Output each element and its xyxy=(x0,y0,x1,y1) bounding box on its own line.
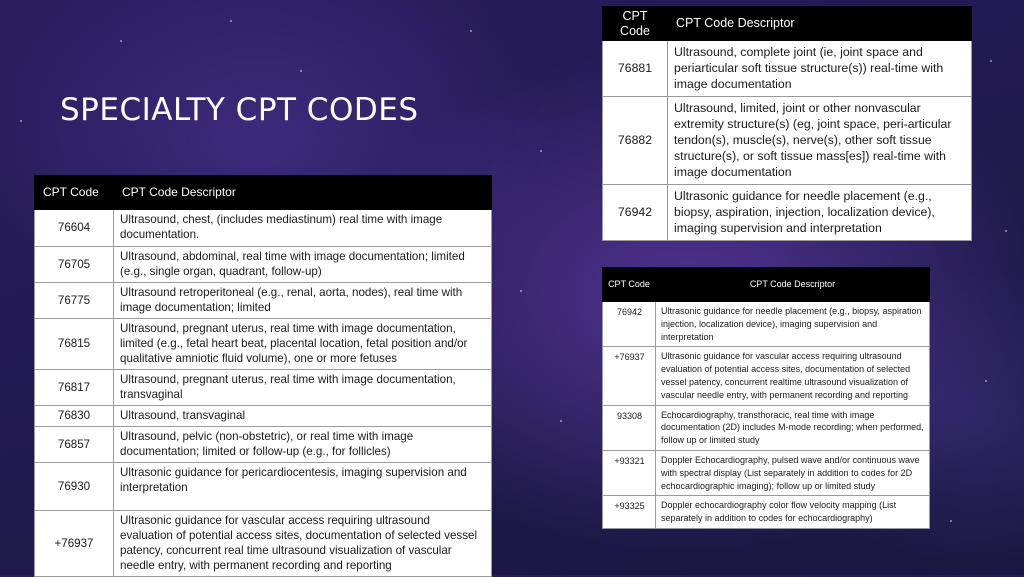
cpt-code-cell: +93325 xyxy=(603,496,656,529)
cpt-code-cell: 76775 xyxy=(35,283,114,319)
cpt-table-top-right xyxy=(602,6,972,241)
table-header-row xyxy=(603,268,930,302)
header-cpt-code: CPT Code xyxy=(603,268,656,302)
cpt-code-cell: 76882 xyxy=(603,97,668,185)
header-cpt-descriptor: CPT Code Descriptor xyxy=(114,176,492,210)
table-row xyxy=(35,370,492,406)
cpt-table-left xyxy=(34,175,492,577)
header-cpt-code: CPT Code xyxy=(35,176,114,210)
table-header-row xyxy=(35,176,492,210)
cpt-descriptor-cell: Ultrasonic guidance for vascular access requiring ultrasound evaluation of potential access sites, documentation of selected vessel patency, concurrent realtime ultrasound visualization of vascular needle entry, with permanent recording and reporting xyxy=(656,347,930,405)
cpt-descriptor-cell: Ultrasonic guidance for pericardiocentesis, imaging supervision and interpretation xyxy=(114,463,492,511)
cpt-code-cell: 76942 xyxy=(603,185,668,241)
table-row xyxy=(603,185,972,241)
cpt-code-cell: +76937 xyxy=(35,511,114,577)
table-row xyxy=(35,247,492,283)
cpt-code-cell: 76815 xyxy=(35,319,114,370)
table-row xyxy=(603,97,972,185)
cpt-descriptor-cell: Doppler Echocardiography, pulsed wave and/or continuous wave with spectral display (List separately in addition to codes for 2D echocardiographic imaging); follow up or limited study xyxy=(656,450,930,495)
cpt-descriptor-cell: Ultrasound, transvaginal xyxy=(114,406,492,427)
cpt-table-bottom-right xyxy=(602,267,930,529)
cpt-code-cell: 76817 xyxy=(35,370,114,406)
cpt-code-cell: 76705 xyxy=(35,247,114,283)
table-row xyxy=(603,496,930,529)
cpt-descriptor-cell: Doppler echocardiography color flow velocity mapping (List separately in addition to codes for echocardiography) xyxy=(656,496,930,529)
cpt-code-cell: +93321 xyxy=(603,450,656,495)
cpt-descriptor-cell: Ultrasound, pregnant uterus, real time with image documentation, limited (e.g., fetal heart beat, placental location, fetal position and/or qualitative amniotic fluid volume), one or more fetuses xyxy=(114,319,492,370)
table-header-row xyxy=(603,7,972,41)
cpt-descriptor-cell: Ultrasound, pregnant uterus, real time with image documentation, transvaginal xyxy=(114,370,492,406)
table-row xyxy=(603,41,972,97)
cpt-descriptor-cell: Echocardiography, transthoracic, real time with image documentation (2D) includes M-mode recording; when performed, follow up or limited study xyxy=(656,405,930,450)
header-cpt-descriptor: CPT Code Descriptor xyxy=(656,268,930,302)
cpt-descriptor-cell: Ultrasound, chest, (includes mediastinum) real time with image documentation. xyxy=(114,210,492,247)
cpt-code-cell: 76604 xyxy=(35,210,114,247)
cpt-descriptor-cell: Ultrasonic guidance for needle placement (e.g., biopsy, aspiration injection, localization device), imaging supervision and interpretation xyxy=(656,302,930,347)
table-row xyxy=(35,511,492,577)
cpt-code-cell: 76942 xyxy=(603,302,656,347)
cpt-descriptor-cell: Ultrasound, complete joint (ie, joint space and periarticular soft tissue structure(s)) real-time with image documentation xyxy=(668,41,972,97)
slide-title: SPECIALTY CPT CODES xyxy=(60,92,419,128)
cpt-code-cell: 76881 xyxy=(603,41,668,97)
table-row xyxy=(35,427,492,463)
table-row xyxy=(603,347,930,405)
cpt-code-cell: 76857 xyxy=(35,427,114,463)
header-cpt-code: CPT Code xyxy=(603,7,668,41)
table-row xyxy=(603,405,930,450)
table-row xyxy=(35,406,492,427)
cpt-descriptor-cell: Ultrasound, pelvic (non-obstetric), or real time with image documentation; limited or follow-up (e.g., for follicles) xyxy=(114,427,492,463)
cpt-descriptor-cell: Ultrasound retroperitoneal (e.g., renal, aorta, nodes), real time with image documentation; limited xyxy=(114,283,492,319)
table-row xyxy=(35,210,492,247)
table-row xyxy=(603,302,930,347)
cpt-code-cell: +76937 xyxy=(603,347,656,405)
table-row xyxy=(603,450,930,495)
table-row xyxy=(35,463,492,511)
cpt-descriptor-cell: Ultrasonic guidance for vascular access requiring ultrasound evaluation of potential access sites, documentation of selected vessel patency, concurrent real time ultrasound visualization of vascular needle entry, with permanent recording and reporting xyxy=(114,511,492,577)
header-cpt-descriptor: CPT Code Descriptor xyxy=(668,7,972,41)
cpt-descriptor-cell: Ultrasound, abdominal, real time with image documentation; limited (e.g., single organ, quadrant, follow-up) xyxy=(114,247,492,283)
cpt-descriptor-cell: Ultrasound, limited, joint or other nonvascular extremity structure(s) (eg, joint space, peri-articular tendon(s), muscle(s), nerve(s), other soft tissue structure(s), or soft tissue mass[es]) real-time with image documentation xyxy=(668,97,972,185)
table-row xyxy=(35,319,492,370)
cpt-code-cell: 76830 xyxy=(35,406,114,427)
cpt-code-cell: 76930 xyxy=(35,463,114,511)
cpt-code-cell: 93308 xyxy=(603,405,656,450)
cpt-descriptor-cell: Ultrasonic guidance for needle placement (e.g., biopsy, aspiration, injection, localization device), imaging supervision and interpretation xyxy=(668,185,972,241)
table-row xyxy=(35,283,492,319)
